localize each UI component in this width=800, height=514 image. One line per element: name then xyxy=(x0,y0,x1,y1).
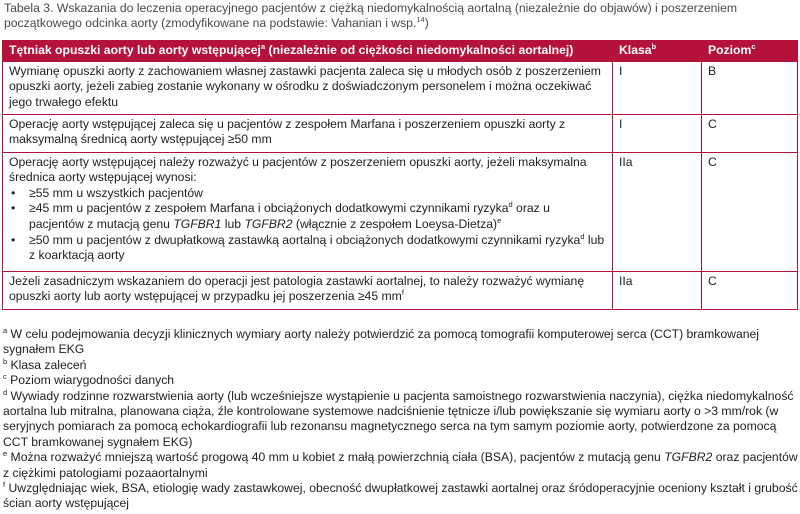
footnote-a-mark: a xyxy=(3,325,8,335)
bullet-2-text-a: ≥45 mm u pacjentów z zespołem Marfana i obciążonych dodatkowymi czynnikami ryzyka xyxy=(29,201,509,216)
row-2-level: C xyxy=(702,114,798,152)
bullet-3-text-b: lub z koarktacją aorty xyxy=(29,232,605,263)
list-item xyxy=(29,233,606,264)
header-col3-sup: c xyxy=(751,41,756,51)
header-col1-rest: (niezależnie od ciężkości niedomykalności aortalnej) xyxy=(265,43,574,57)
header-col2-sup: b xyxy=(651,41,657,51)
table-row xyxy=(3,152,798,271)
row-4-recommendation xyxy=(3,271,613,309)
footnote-c xyxy=(3,373,798,388)
bullet-3-sup-d: d xyxy=(580,231,585,241)
footnote-f-mark: f xyxy=(3,480,6,489)
list-item xyxy=(29,201,606,232)
caption-reference: 14 xyxy=(416,15,425,25)
row-1-class: I xyxy=(613,61,702,114)
table-header-row xyxy=(3,41,798,62)
caption-end: ) xyxy=(424,16,429,31)
footnote-a xyxy=(3,327,798,358)
header-level xyxy=(702,41,798,62)
row-3-bullet-list xyxy=(9,186,606,264)
footnote-b-text: Klasa zaleceń xyxy=(7,357,87,372)
caption-text: Tabela 3. Wskazania do leczenia operacyjnego pacjentów z ciężką niedomykalnością aortalną (niezależnie do objawów) i poszerzeniem początkowego odcinka aorty (zmodyfikowane na podstawie: Vahanian i wsp. xyxy=(4,1,738,31)
row-3-class: IIa xyxy=(613,152,702,271)
footnote-e xyxy=(3,450,798,481)
table-row xyxy=(3,114,798,152)
header-recommendation xyxy=(3,41,613,62)
row-4-text: Jeżeli zasadniczym wskazaniem do operacji jest patologia zastawki aortalnej, to należy rozważyć wymianę opuszki aorty lub aorty wstępującej w przypadku jej poszerzenia ≥45 mm xyxy=(9,273,585,304)
footnote-f xyxy=(3,481,798,512)
table-footnotes xyxy=(3,327,798,512)
bullet-2-sup-d: d xyxy=(508,200,513,210)
row-4-level: C xyxy=(702,271,798,309)
footnote-e-text-a: Można rozważyć mniejszą wartość progową 40 mm u kobiet z małą powierzchnią ciała (BSA), pacjentów z mutacją genu xyxy=(7,450,665,465)
footnote-e-mark: e xyxy=(3,449,8,459)
header-class xyxy=(613,41,702,62)
row-3-level: C xyxy=(702,152,798,271)
footnote-d xyxy=(3,389,798,451)
row-4-sup: f xyxy=(401,288,404,298)
row-2-recommendation: Operację aorty wstępującej zaleca się u pacjentów z zespołem Marfana i poszerzeniem opuszki aorty z maksymalną średnicą aorty wstępującej ≥50 mm xyxy=(3,114,613,152)
footnote-b xyxy=(3,358,798,373)
footnote-e-text-b: oraz pacjentów z ciężkimi patologiami pozaaortalnymi xyxy=(3,450,798,480)
header-col2-text: Klasa xyxy=(619,43,652,57)
recommendations-table xyxy=(2,40,798,310)
footnote-b-mark: b xyxy=(3,356,8,366)
footnote-c-mark: c xyxy=(3,372,7,382)
bullet-2-sup-e: e xyxy=(497,215,502,225)
footnote-e-gene: TGFBR2 xyxy=(664,450,713,465)
table-row xyxy=(3,61,798,114)
footnote-a-text: W celu podejmowania decyzji klinicznych wymiary aorty należy potwierdzić za pomocą tomografii komputerowej serca (CCT) bramkowanej sygnałem EKG xyxy=(3,327,760,357)
table-row xyxy=(3,271,798,309)
bullet-1-text: ≥55 mm u wszystkich pacjentów xyxy=(29,185,203,200)
list-item xyxy=(29,186,606,202)
header-col1-text: Tętniak opuszki aorty lub aorty wstępującej xyxy=(9,43,261,57)
row-2-class: I xyxy=(613,114,702,152)
table-caption xyxy=(4,1,796,32)
bullet-2-text-c: lub xyxy=(221,216,245,231)
footnote-d-text: Wywiady rodzinne rozwarstwienia aorty (lub wcześniejsze wystąpienie u pacjenta samoistnego rozwarstwienia naczynia), ciężka niedomykalność aortalna lub mitralna, planowana ciąża, źle kontrolowane systemowe nadciśnienie tętnicze i/lub powiększanie się wymiaru aorty o >3 mm/rok (w seryjnych pomiarach za pomocą echokardiografii lub rezonansu magnetycznego serca na tym samym poziomie aorty, potwierdzone za pomocą CCT bramkowanej sygnałem EKG) xyxy=(3,388,794,449)
footnote-c-text: Poziom wiarygodności danych xyxy=(6,373,175,388)
bullet-2-gene-1: TGFBR1 xyxy=(173,216,222,231)
row-1-level: B xyxy=(702,61,798,114)
bullet-2-text-d: (włącznie z zespołem Loeysa-Dietza) xyxy=(292,216,498,231)
header-col1-sup: a xyxy=(260,41,266,51)
footnote-d-mark: d xyxy=(3,387,8,397)
bullet-3-text-a: ≥50 mm u pacjentów z dwupłatkową zastawką aortalną i obciążonych dodatkowymi czynnikami ryzyka xyxy=(29,232,581,247)
header-col3-text: Poziom xyxy=(708,43,752,57)
row-3-intro: Operację aorty wstępującej należy rozważyć u pacjentów z poszerzeniem opuszki aorty, jeżeli maksymalna średnica aorty wstępującej wynosi: xyxy=(9,154,587,185)
footnote-f-text: Uwzględniając wiek, BSA, etiologię wady zastawkowej, obecność dwupłatkowej zastawki aortalnej oraz śródoperacyjnie oceniony kształt i grubość ścian aorty wstępującej xyxy=(3,481,798,511)
row-3-recommendation xyxy=(3,152,613,271)
row-1-recommendation: Wymianę opuszki aorty z zachowaniem własnej zastawki pacjenta zaleca się u młodych osób z poszerzeniem opuszki aorty, jeżeli zabieg zostanie wykonany w ośrodku z doświadczonym personelem i można oczekiwać jego trwałego efektu xyxy=(3,61,613,114)
row-4-class: IIa xyxy=(613,271,702,309)
bullet-2-text-b: oraz u pacjentów z mutacją genu xyxy=(29,201,550,231)
bullet-2-gene-2: TGFBR2 xyxy=(244,216,293,231)
